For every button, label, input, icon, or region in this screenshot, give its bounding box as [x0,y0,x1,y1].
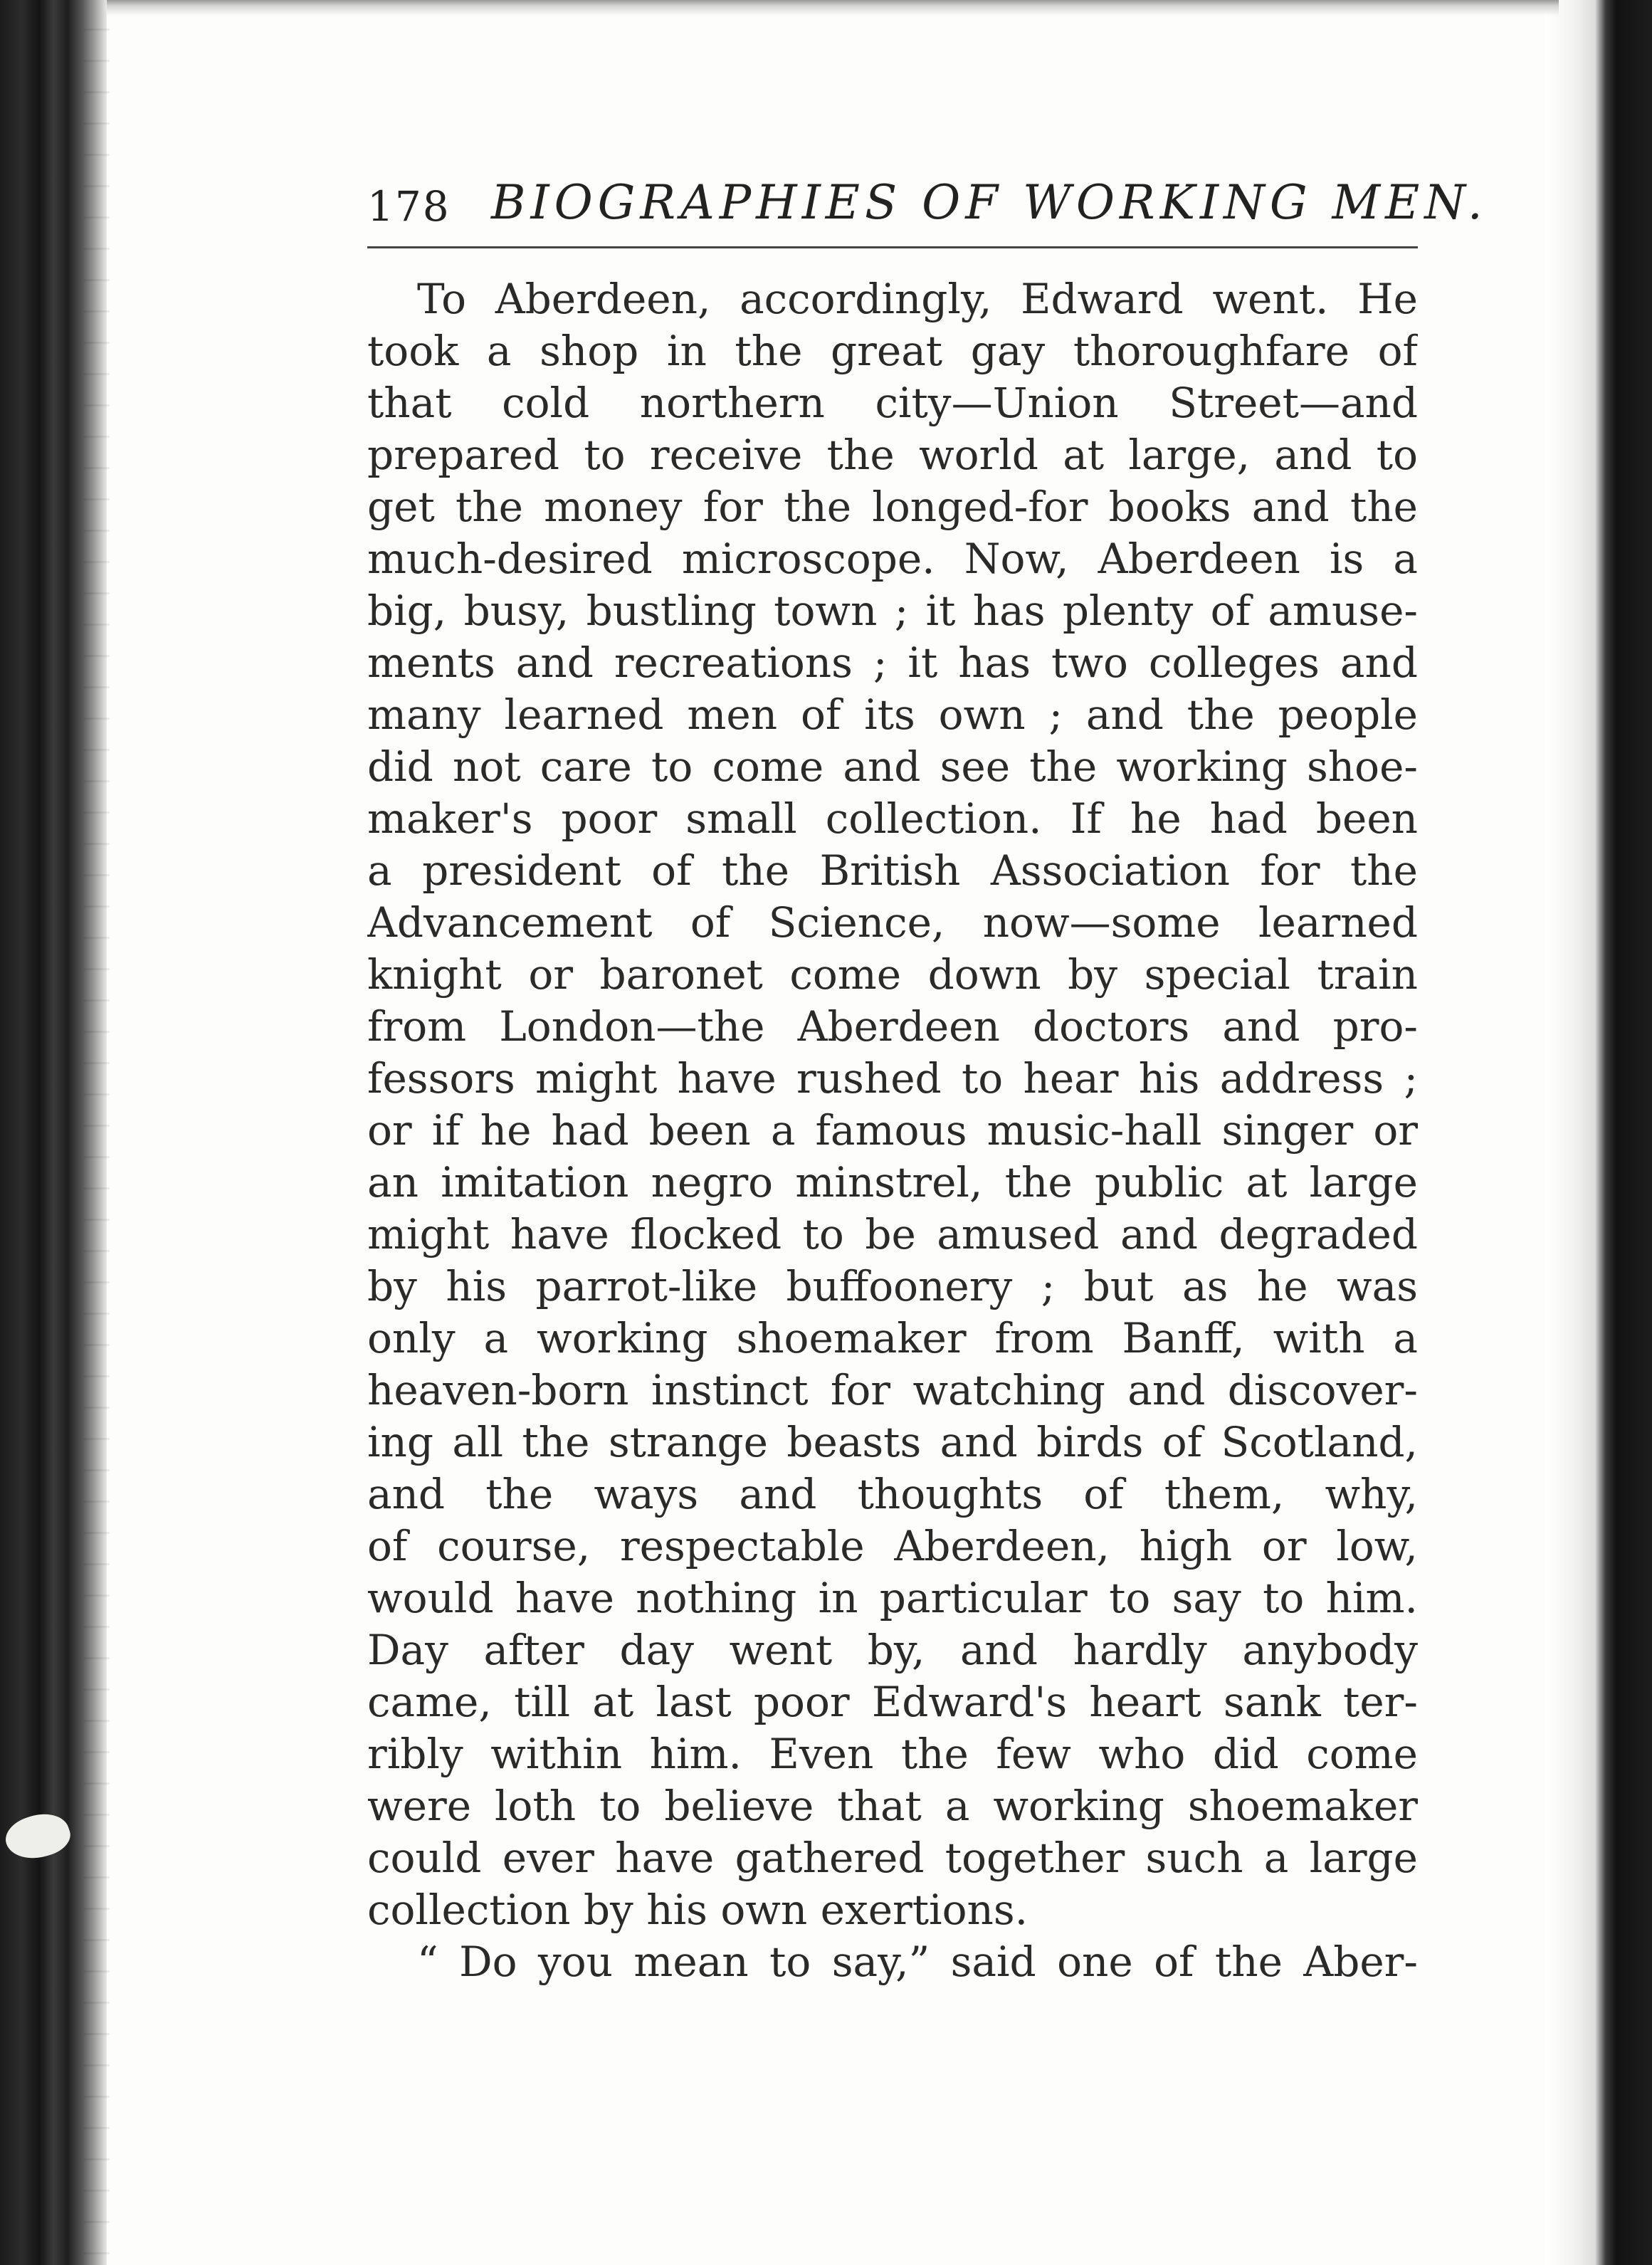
text-line: an imitation negro minstrel, the public at large [367,1158,1418,1207]
top-edge-shadow [107,0,1559,16]
text-line: maker's poor small collection. If he had been [367,794,1418,843]
text-line: collection by his own exertions. [367,1886,1028,1934]
running-title: BIOGRAPHIES OF WORKING MEN. [491,175,1488,230]
text-line: get the money for the longed-for books and the [367,483,1418,531]
text-line: Advancement of Science, now—some learned [367,898,1418,947]
text-line: that cold northern city—Union Street—and [367,379,1418,427]
text-line: or if he had been a famous music-hall singer or [367,1106,1418,1155]
text-line: Day after day went by, and hardly anybody [367,1626,1418,1674]
text-line: might have flocked to be amused and degraded [367,1210,1418,1258]
text-line: did not care to come and see the working shoe- [367,742,1418,791]
text-line: much-desired microscope. Now, Aberdeen is a [367,535,1418,583]
text-line: a president of the British Association for the [367,846,1418,895]
text-line: ribly within him. Even the few who did come [367,1730,1418,1778]
text-line: only a working shoemaker from Banff, with a [367,1314,1418,1362]
text-line: and the ways and thoughts of them, why, [367,1470,1418,1518]
text-line: were loth to believe that a working shoemaker [367,1782,1418,1830]
text-line: ments and recreations ; it has two colleges and [367,638,1418,687]
text-line: fessors might have rushed to hear his address ; [367,1054,1418,1103]
text-line: prepared to receive the world at large, and to [367,431,1418,479]
text-line: knight or baronet come down by special train [367,950,1418,999]
page-header [367,175,1488,253]
text-line: big, busy, bustling town ; it has plenty of amuse- [367,587,1418,635]
text-line: took a shop in the great gay thoroughfare of [367,327,1418,375]
text-line: many learned men of its own ; and the people [367,690,1418,739]
text-line: ing all the strange beasts and birds of Scotland, [367,1418,1418,1466]
body-text [367,273,1418,1988]
header-rule [367,246,1418,248]
text-line: came, till at last poor Edward's heart sank ter- [367,1678,1418,1726]
right-page-edge-shadow [1545,0,1652,2265]
text-line: could ever have gathered together such a large [367,1834,1418,1882]
text-line: To Aberdeen, accordingly, Edward went. He [417,275,1418,323]
text-line: from London—the Aberdeen doctors and pro- [367,1002,1418,1051]
text-line: of course, respectable Aberdeen, high or low, [367,1522,1418,1570]
text-line: by his parrot-like buffoonery ; but as he was [367,1262,1418,1310]
text-line: would have nothing in particular to say to him. [367,1574,1418,1622]
text-line: “ Do you mean to say,” said one of the Aber- [417,1938,1418,1986]
page-stack-edge [84,0,110,2265]
text-line: heaven-born instinct for watching and discover- [367,1366,1418,1414]
page-number: 178 [367,182,451,231]
